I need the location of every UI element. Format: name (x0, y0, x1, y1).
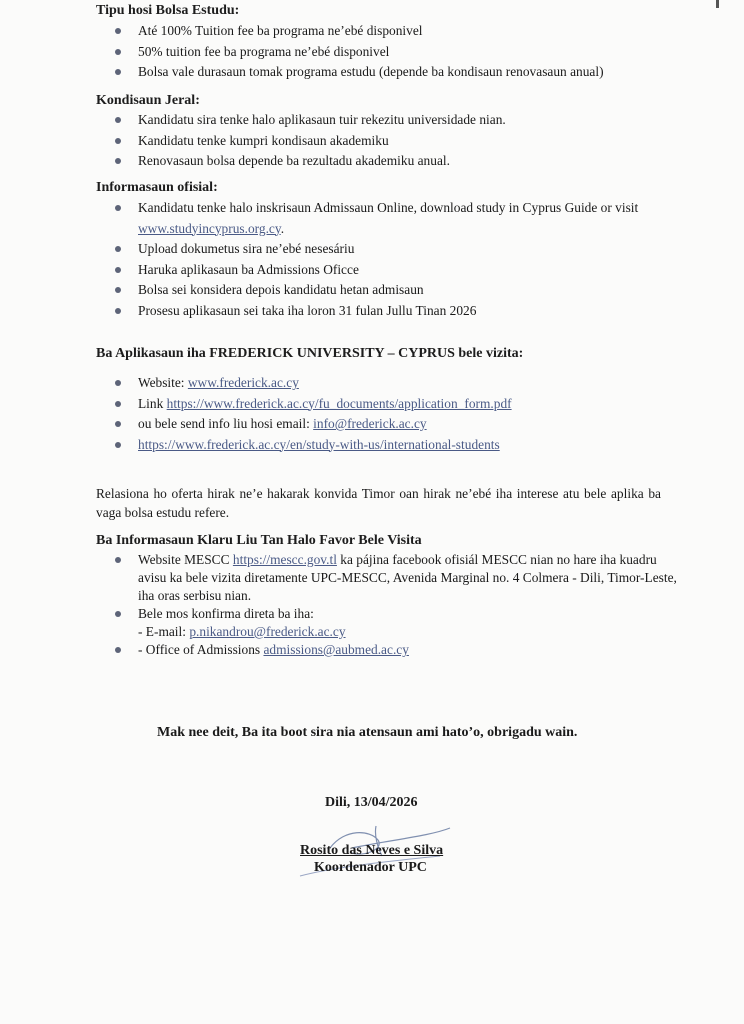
section-title-official-information: Informasaun ofisial: (96, 180, 218, 195)
bullet-icon (115, 442, 121, 448)
bullet-icon (115, 246, 121, 252)
signatory-title: Koordenador UPC (314, 860, 427, 875)
bullet-icon (115, 49, 121, 55)
bullet-icon (115, 401, 121, 407)
section-title-apply-frederick: Ba Aplikasaun iha FREDERICK UNIVERSITY – CYPRUS bele vizita: (96, 346, 524, 361)
bullet-icon (115, 647, 121, 653)
official-information-list (113, 198, 683, 321)
list-item: Kandidatu tenke kumpri kondisaun akademiku (113, 131, 683, 152)
list-item: Website MESCC https://mescc.gov.tl ka pájina facebook ofisiál MESCC nian no hare iha kuadru avisu ka bele vizita diretamente UPC-MESCC, Avenida Marginal no. 4 Colmera - Dili, Timor-Leste, iha oras serbisu nian. (113, 551, 683, 605)
bullet-icon (115, 117, 121, 123)
list-item: Renovasaun bolsa depende ba rezultadu akademiku anual. (113, 151, 683, 172)
list-item: 50% tuition fee ba programa ne’ebé disponivel (113, 42, 683, 63)
section-title-scholarship-types: Tipu hosi Bolsa Estudu: (96, 3, 240, 18)
bullet-icon (115, 28, 121, 34)
list-item: Prosesu aplikasaun sei taka iha loron 31 fulan Jullu Tinan 2026 (113, 301, 683, 322)
more-information-list (113, 551, 683, 662)
list-item: - Office of Admissions admissions@aubmed.ac.cy (113, 641, 683, 662)
scholarship-types-list (113, 21, 683, 83)
section-title-more-information: Ba Informasaun Klaru Liu Tan Halo Favor Bele Visita (96, 533, 422, 548)
list-item: Upload dokumetus sira ne’ebé nesesáriu (113, 239, 683, 260)
studyincyprus-link[interactable]: www.studyincyprus.org.cy (138, 220, 281, 236)
list-item: Kandidatu sira tenke halo aplikasaun tuir rekezitu universidade nian. (113, 110, 683, 131)
list-item: Haruka aplikasaun ba Admissions Oficce (113, 260, 683, 281)
application-form-link[interactable]: https://www.frederick.ac.cy/fu_documents/application_form.pdf (166, 395, 512, 411)
invitation-paragraph: Relasiona ho oferta hirak ne’e hakarak konvida Timor oan hirak ne’ebé iha interese atu bele aplika ba vaga bolsa estudu refere. (96, 486, 661, 520)
list-item: Bele mos konfirma direta ba iha: - E-mail: p.nikandrou@frederick.ac.cy (113, 605, 683, 641)
general-conditions-list (113, 110, 683, 172)
bullet-icon (115, 69, 121, 75)
nikandrou-email-link[interactable]: p.nikandrou@frederick.ac.cy (189, 624, 346, 639)
section-title-general-conditions: Kondisaun Jeral: (96, 93, 200, 108)
website-link[interactable]: www.frederick.ac.cy (187, 375, 299, 390)
list-item: Link https://www.frederick.ac.cy/fu_documents/application_form.pdf (113, 394, 683, 415)
list-item: ou bele send info liu hosi email: info@frederick.ac.cy (113, 414, 683, 435)
closing-message: Mak nee deit, Ba ita boot sira nia atensaun ami hato’o, obrigadu wain. (157, 725, 578, 740)
bullet-icon (115, 421, 121, 427)
bullet-icon (115, 308, 121, 314)
bullet-icon (115, 557, 121, 563)
bullet-icon (115, 380, 121, 386)
date-place: Dili, 13/04/2026 (325, 795, 418, 810)
mescc-link[interactable]: https://mescc.gov.tl (232, 552, 337, 567)
frederick-links-list (113, 373, 683, 455)
list-item: Até 100% Tuition fee ba programa ne’ebé disponivel (113, 21, 683, 42)
list-item: Bolsa vale durasaun tomak programa estudu (depende ba kondisaun renovasaun anual) (113, 62, 683, 83)
signatory-name: Rosito das Neves e Silva (300, 843, 444, 858)
bullet-icon (115, 138, 121, 144)
bullet-icon (115, 205, 121, 211)
list-item: Bolsa sei konsidera depois kandidatu hetan admisaun (113, 280, 683, 301)
list-item: Website: www.frederick.ac.cy (113, 373, 683, 394)
info-email-link[interactable]: info@frederick.ac.cy (313, 416, 427, 431)
scan-edge-mark (716, 0, 719, 8)
bullet-icon (115, 611, 121, 617)
admissions-email-link[interactable]: admissions@aubmed.ac.cy (263, 642, 409, 657)
list-item: Kandidatu tenke halo inskrisaun Admissaun Online, download study in Cyprus Guide or visit www.studyincyprus.org.cy. (113, 198, 683, 239)
bullet-icon (115, 267, 121, 273)
bullet-icon (115, 158, 121, 164)
bullet-icon (115, 287, 121, 293)
international-students-link[interactable]: https://www.frederick.ac.cy/en/study-with-us/international-students (138, 436, 500, 452)
list-item (113, 435, 683, 456)
